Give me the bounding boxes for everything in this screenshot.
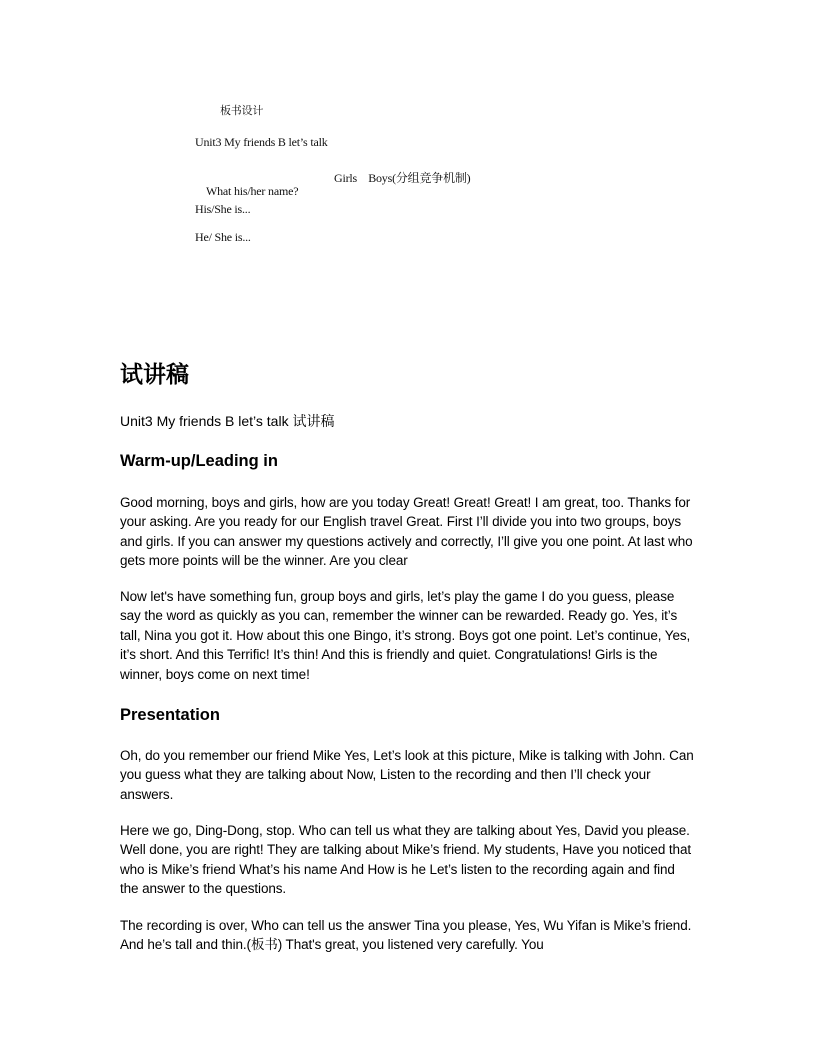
board-line-answer-1: His/She is... bbox=[195, 202, 251, 216]
board-line-question bbox=[195, 169, 471, 229]
board-groups-text: Girls Boys(分组竞争机制) bbox=[334, 171, 471, 185]
page-title: 试讲稿 bbox=[120, 362, 189, 388]
board-design-title: 板书设计 bbox=[220, 104, 264, 117]
paragraph: Oh, do you remember our friend Mike Yes, Let’s look at this picture, Mike is talking with John. Can you guess what they are talking about Now, Listen to the recording and then I’ll check your answers. bbox=[120, 748, 694, 802]
paragraph: Now let's have something fun, group boys and girls, let’s play the game I do you guess, please say the word as quickly as you can, remember the winner can be rewarded. Ready go. Yes, it’s tall, Nina you got it. How about this one Bingo, it’s strong. Boys got one point. Let’s continue, Yes, it’s short. And this Terrific! It’s thin! And this is friendly and quiet. Congratulations! Girls is the winner, boys come on next time! bbox=[120, 589, 691, 682]
board-line-answer-2: He/ She is... bbox=[195, 230, 251, 244]
paragraph: The recording is over, Who can tell us the answer Tina you please, Yes, Wu Yifan is Mike’s friend. And he’s tall and thin.(板书) That's great, you listened very carefully. You bbox=[120, 918, 692, 953]
board-question-text: What his/her name? bbox=[205, 184, 299, 198]
board-line-unit: Unit3 My friends B let’s talk bbox=[195, 135, 328, 149]
paragraph: Here we go, Ding-Dong, stop. Who can tell us what they are talking about Yes, David you please. Well done, you are right! They are talking about Mike’s friend. My students, Have you noticed that who is Mike’s friend What’s his name And How is he Let’s listen to the recording again and find the answer to the questions. bbox=[120, 823, 692, 897]
section-heading-presentation: Presentation bbox=[120, 706, 220, 724]
section-heading-warmup: Warm-up/Leading in bbox=[120, 452, 278, 470]
page-subtitle: Unit3 My friends B let’s talk 试讲稿 bbox=[120, 413, 335, 429]
paragraph: Good morning, boys and girls, how are you today Great! Great! Great! I am great, too. Thanks for your asking. Are you ready for our English travel Great. First I’ll divide you into two groups, boys and girls. If you can answer my questions actively and correctly, I’ll give you one point. At last who gets more points will be the winner. Are you clear bbox=[120, 495, 693, 569]
